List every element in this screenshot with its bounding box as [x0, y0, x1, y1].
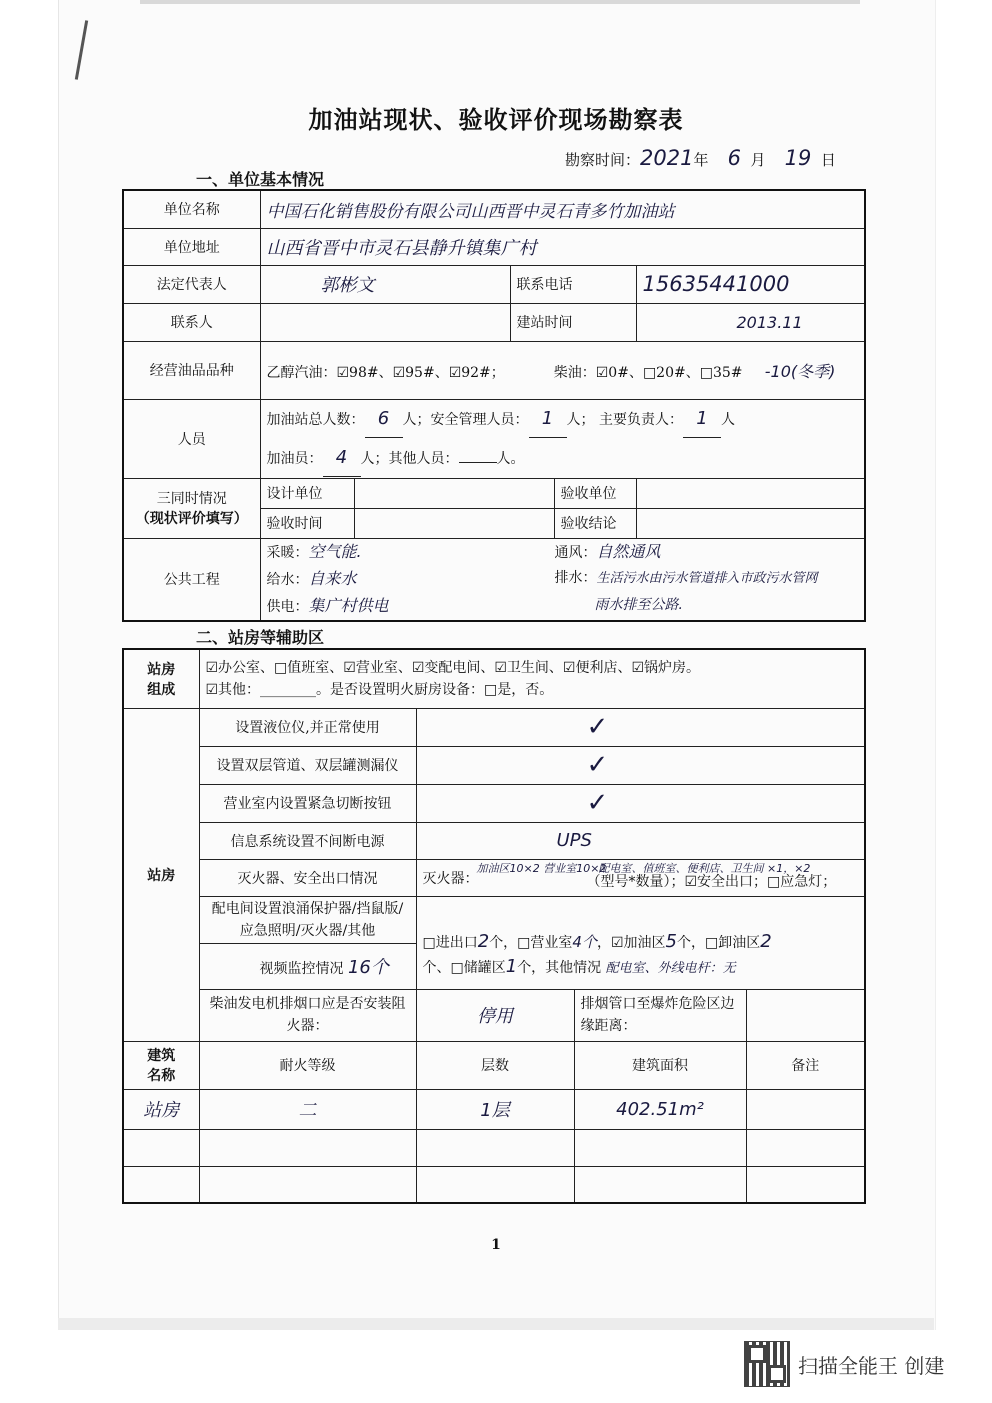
composition-details: ☑办公室、□值班室、☑营业室、☑变配电间、☑卫生间、☑便利店、☑锅炉房。 ☑其他：________。是否设置明火厨房设备：□是，否。 [199, 649, 865, 708]
fire-grade-value: 二 [298, 1100, 317, 1121]
unit-name-value: 中国石化销售股份有限公司山西晋中灵石青多竹加油站 [266, 201, 675, 222]
floors-header: 层数 [416, 1041, 574, 1089]
phone-value: 15635441000 [642, 272, 790, 296]
accept-unit-label: 验收单位 [554, 478, 636, 508]
checkmark-icon: ✓ [586, 788, 609, 818]
ups-value: UPS [556, 830, 592, 851]
extinguisher-details: 灭火器： 加油区10×2 营业室10×2 配电室、值班室、便利店、卫生间 ×1，×2 （型号*数量）；☑安全出口；□应急灯； [416, 859, 865, 896]
design-unit-value [354, 478, 554, 508]
public-works-label: 公共工程 [123, 538, 260, 621]
extinguisher-item: 灭火器、安全出口情况 [199, 859, 416, 896]
legal-rep-value: 郭彬文 [320, 275, 375, 296]
remark-value [746, 1089, 865, 1129]
basic-info-table [122, 189, 866, 622]
contact-label: 联系人 [123, 303, 260, 341]
composition-label: 站房 组成 [123, 649, 199, 708]
accept-result-value [636, 508, 865, 538]
staff-label: 人员 [123, 399, 260, 478]
staff-details: 加油站总人数： 6 人；安全管理人员： 1 人； 主要负责人： 1 人 加油员： 4 人；其他人员： 人。 [260, 399, 865, 478]
generator-item: 柴油发电机排烟口应是否安装阻火器： [199, 989, 416, 1041]
address-value: 山西省晋中市灵石县静升镇集广村 [266, 237, 537, 259]
address-label: 单位地址 [123, 228, 260, 265]
design-unit-label: 设计单位 [260, 478, 354, 508]
document-title: 加油站现状、验收评价现场勘察表 [308, 105, 684, 134]
section-2-heading: 二、站房等辅助区 [196, 628, 325, 647]
building-name-value: 站房 [143, 1100, 180, 1121]
accept-time-label: 验收时间 [260, 508, 354, 538]
generator-value: 停用 [477, 1006, 513, 1027]
scan-edge [140, 0, 860, 4]
public-works-details: 采暖：空气能. 通风：自然通风 给水：自来水 排水：生活污水由污水管道排入市政污水管网 供电：集广村供电 雨水排至公路. [260, 538, 865, 621]
section-1-heading: 一、单位基本情况 [196, 170, 325, 189]
page-number: 1 [491, 1237, 501, 1253]
accept-time-value [354, 508, 554, 538]
check-item: 设置双层管道、双层罐测漏仪 [199, 746, 416, 784]
remark-header: 备注 [746, 1041, 865, 1089]
exhaust-distance-value [746, 989, 865, 1041]
survey-date: 勘察时间：2021年 6 月 19 日 [565, 146, 836, 170]
building-name-header: 建筑 名称 [123, 1041, 199, 1089]
distribution-room-item: 配电间设置浪涌保护器/挡鼠版/应急照明/灭火器/其他 [199, 896, 416, 943]
oil-types: 乙醇汽油：☑98#、☑95#、☑92#； 柴油：☑0#、□20#、□35# -10(冬季) [260, 341, 865, 399]
fire-grade-header: 耐火等级 [199, 1041, 416, 1089]
video-item: 视频监控情况 16个 [199, 943, 416, 989]
floors-value: 1层 [480, 1100, 510, 1121]
checkmark-icon: ✓ [586, 750, 609, 780]
checkmark-icon: ✓ [586, 712, 609, 742]
build-time-value: 2013.11 [736, 312, 803, 332]
area-value: 402.51m² [616, 1098, 704, 1120]
contact-value [260, 303, 510, 341]
check-item: 设置液位仪,并正常使用 [199, 708, 416, 746]
exhaust-distance-label: 排烟管口至爆炸危险区边缘距离： [574, 989, 746, 1041]
area-header: 建筑面积 [574, 1041, 746, 1089]
legal-rep-label: 法定代表人 [123, 265, 260, 303]
station-label: 站房 [123, 708, 199, 1041]
qr-code-icon [744, 1341, 790, 1387]
ups-item: 信息系统设置不间断电源 [199, 822, 416, 859]
check-item: 营业室内设置紧急切断按钮 [199, 784, 416, 822]
accept-result-label: 验收结论 [554, 508, 636, 538]
build-time-label: 建站时间 [510, 303, 636, 341]
phone-label: 联系电话 [510, 265, 636, 303]
auxiliary-area-table [122, 648, 866, 1204]
video-details: □进出口2个，□营业室4个，☑加油区5个，□卸油区2 个、□储罐区1个，其他情况 配电室、外线电杆：无 [416, 896, 865, 989]
scan-edge [58, 1318, 934, 1330]
unit-name-label: 单位名称 [123, 190, 260, 228]
accept-unit-value [636, 478, 865, 508]
oil-label: 经营油品品种 [123, 341, 260, 399]
scanner-watermark: 扫描全能王 创建 [798, 1354, 945, 1378]
three-simultaneous-label: 三同时情况 （现状评价填写） [123, 478, 260, 538]
